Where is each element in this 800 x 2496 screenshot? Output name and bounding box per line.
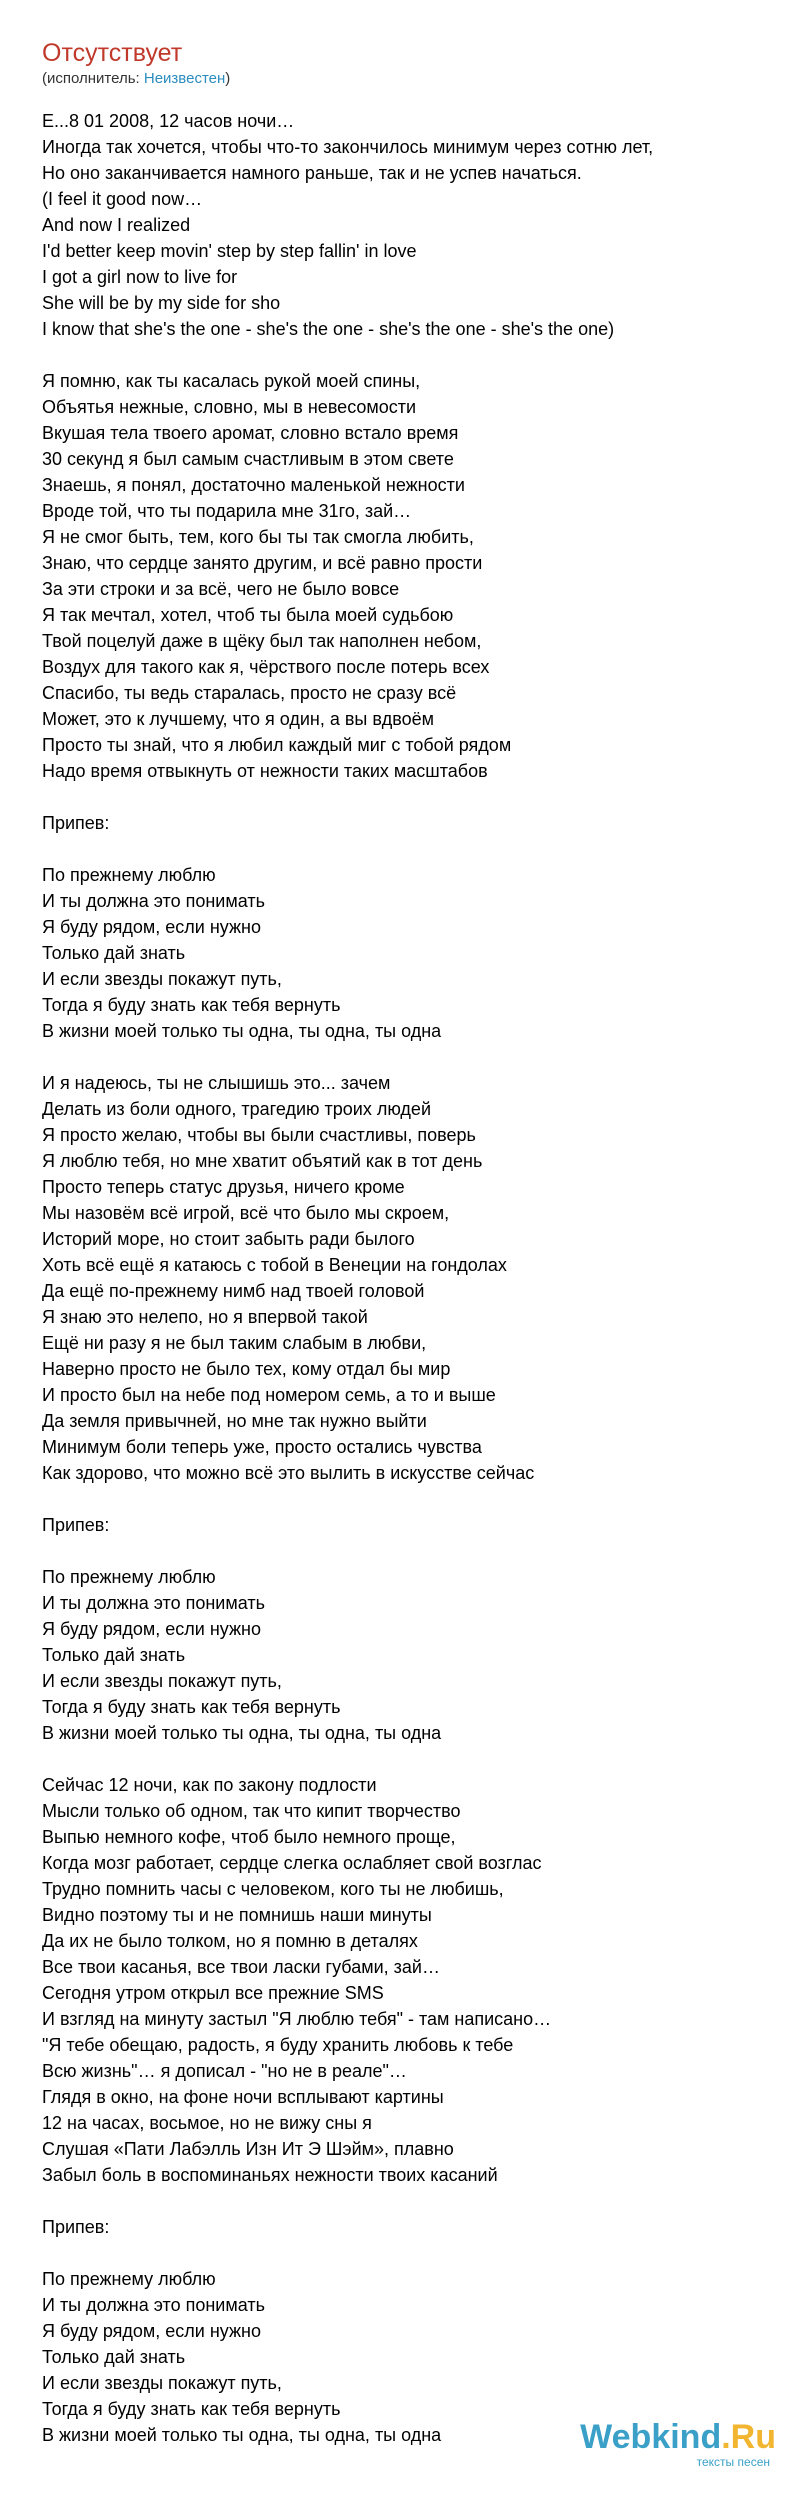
lyric-line: Сегодня утром открыл все прежние SMS <box>42 1983 384 2003</box>
webkind-logo[interactable] <box>580 2420 776 2468</box>
lyric-line: Иногда так хочется, чтобы что-то закончилось минимум через сотню лет, <box>42 137 654 157</box>
lyric-line: И если звезды покажут путь, <box>42 969 282 989</box>
lyric-line: Вкушая тела твоего аромат, словно встало время <box>42 423 459 443</box>
lyric-line: Припев: <box>42 1515 110 1535</box>
lyric-line: Я не смог быть, тем, кого бы ты так смогла любить, <box>42 527 474 547</box>
lyric-line: Да ещё по-прежнему нимб над твоей головой <box>42 1281 425 1301</box>
lyric-line: Просто теперь статус друзья, ничего кроме <box>42 1177 405 1197</box>
lyric-line: По прежнему люблю <box>42 865 216 885</box>
lyric-blank-line <box>42 784 782 810</box>
lyric-blank-line <box>42 2240 782 2266</box>
lyric-blank-line <box>42 342 782 368</box>
lyric-line: Все твои касанья, все твои ласки губами, зай… <box>42 1957 440 1977</box>
lyric-line: 30 секунд я был самым счастливым в этом свете <box>42 449 454 469</box>
lyric-line: I'd better keep movin' step by step fallin' in love <box>42 241 417 261</box>
lyric-line: Как здорово, что можно всё это вылить в искусстве сейчас <box>42 1463 535 1483</box>
artist-suffix: ) <box>225 70 231 87</box>
lyric-blank-line <box>42 1044 782 1070</box>
lyric-line: Выпью немного кофе, чтоб было немного проще, <box>42 1827 456 1847</box>
lyric-blank-line <box>42 1538 782 1564</box>
lyric-line: Я буду рядом, если нужно <box>42 1619 261 1639</box>
lyric-line: Спасибо, ты ведь старалась, просто не сразу всё <box>42 683 457 703</box>
lyric-line: Мы назовём всё игрой, всё что было мы скроем, <box>42 1203 450 1223</box>
lyric-line: I know that she's the one - she's the one - she's the one - she's the one) <box>42 319 615 339</box>
lyric-line: Забыл боль в воспоминаньях нежности твоих касаний <box>42 2165 498 2185</box>
lyric-line: (I feel it good now… <box>42 189 203 209</box>
lyric-line: Я знаю это нелепо, но я впервой такой <box>42 1307 368 1327</box>
lyric-line: Трудно помнить часы с человеком, кого ты не любишь, <box>42 1879 504 1899</box>
lyric-line: And now I realized <box>42 215 191 235</box>
lyric-line: "Я тебе обещаю, радость, я буду хранить любовь к тебе <box>42 2035 514 2055</box>
logo-tld: .Ru <box>721 2418 776 2456</box>
lyric-line: E...8 01 2008, 12 часов ночи… <box>42 111 295 131</box>
lyric-line: Припев: <box>42 813 110 833</box>
lyric-line: За эти строки и за всё, чего не было вовсе <box>42 579 400 599</box>
logo-subtitle: тексты песен <box>696 2455 770 2469</box>
lyric-line: По прежнему люблю <box>42 1567 216 1587</box>
logo-brand: Webkind <box>580 2418 722 2456</box>
lyric-line: Минимум боли теперь уже, просто остались чувства <box>42 1437 482 1457</box>
lyric-line: Объятья нежные, словно, мы в невесомости <box>42 397 417 417</box>
lyric-line: Тогда я буду знать как тебя вернуть <box>42 2399 341 2419</box>
lyric-line: Наверно просто не было тех, кому отдал бы мир <box>42 1359 451 1379</box>
lyric-line: Знаешь, я понял, достаточно маленькой нежности <box>42 475 465 495</box>
lyric-line: Я буду рядом, если нужно <box>42 2321 261 2341</box>
lyric-line: Я люблю тебя, но мне хватит объятий как в тот день <box>42 1151 483 1171</box>
artist-link[interactable]: Неизвестен <box>143 70 226 87</box>
lyric-blank-line <box>42 2188 782 2214</box>
lyric-blank-line <box>42 1746 782 1772</box>
lyric-line: По прежнему люблю <box>42 2269 216 2289</box>
lyric-line: Да их не было толком, но я помню в деталях <box>42 1931 418 1951</box>
lyric-line: Воздух для такого как я, чёрствого после потерь всех <box>42 657 490 677</box>
artist-line <box>42 70 230 88</box>
lyric-line: В жизни моей только ты одна, ты одна, ты одна <box>42 1723 442 1743</box>
lyric-line: Только дай знать <box>42 2347 186 2367</box>
lyric-line: Но оно заканчивается намного раньше, так и не успев начаться. <box>42 163 582 183</box>
lyric-line: И ты должна это понимать <box>42 2295 265 2315</box>
lyric-line: В жизни моей только ты одна, ты одна, ты одна <box>42 2425 442 2445</box>
lyric-line: Видно поэтому ты и не помнишь наши минуты <box>42 1905 432 1925</box>
lyric-line: She will be by my side for sho <box>42 293 281 313</box>
lyric-line: Тогда я буду знать как тебя вернуть <box>42 1697 341 1717</box>
lyric-line: Делать из боли одного, трагедию троих людей <box>42 1099 431 1119</box>
lyric-line: Я просто желаю, чтобы вы были счастливы, поверь <box>42 1125 476 1145</box>
lyric-line: И взгляд на минуту застыл "Я люблю тебя" - там написано… <box>42 2009 552 2029</box>
lyric-line: Сейчас 12 ночи, как по закону подлости <box>42 1775 377 1795</box>
lyric-line: Тогда я буду знать как тебя вернуть <box>42 995 341 1015</box>
lyric-line: И ты должна это понимать <box>42 1593 265 1613</box>
lyric-line: Вроде той, что ты подарила мне 31го, зай… <box>42 501 412 521</box>
lyric-line: Я буду рядом, если нужно <box>42 917 261 937</box>
lyric-line: Мысли только об одном, так что кипит творчество <box>42 1801 461 1821</box>
song-title: Отсутствует <box>42 39 183 67</box>
lyric-line: Может, это к лучшему, что я один, а вы вдвоём <box>42 709 434 729</box>
lyric-line: Глядя в окно, на фоне ночи всплывают картины <box>42 2087 444 2107</box>
lyric-line: И просто был на небе под номером семь, а то и выше <box>42 1385 496 1405</box>
lyric-line: Хоть всё ещё я катаюсь с тобой в Венеции на гондолах <box>42 1255 507 1275</box>
lyric-line: Слушая «Пати Лабэлль Изн Ит Э Шэйм», плавно <box>42 2139 454 2159</box>
artist-prefix: (исполнитель: <box>42 70 144 87</box>
lyric-line: Ещё ни разу я не был таким слабым в любви, <box>42 1333 427 1353</box>
lyric-line: Всю жизнь"… я дописал - "но не в реале"… <box>42 2061 407 2081</box>
lyric-line: Знаю, что сердце занято другим, и всё равно прости <box>42 553 483 573</box>
lyric-blank-line <box>42 836 782 862</box>
lyric-line: Я помню, как ты касалась рукой моей спины, <box>42 371 421 391</box>
lyric-line: Только дай знать <box>42 1645 186 1665</box>
lyric-line: Я так мечтал, хотел, чтоб ты была моей судьбою <box>42 605 454 625</box>
lyric-line: Да земля привычней, но мне так нужно выйти <box>42 1411 427 1431</box>
logo-text <box>580 2420 776 2454</box>
lyric-line: I got a girl now to live for <box>42 267 238 287</box>
lyric-line: Твой поцелуй даже в щёку был так наполнен небом, <box>42 631 482 651</box>
lyric-line: И если звезды покажут путь, <box>42 1671 282 1691</box>
lyric-line: Историй море, но стоит забыть ради былого <box>42 1229 415 1249</box>
lyric-line: В жизни моей только ты одна, ты одна, ты одна <box>42 1021 442 1041</box>
lyric-line: И ты должна это понимать <box>42 891 265 911</box>
lyric-line: Когда мозг работает, сердце слегка ослабляет свой возглас <box>42 1853 542 1873</box>
lyric-line: И я надеюсь, ты не слышишь это... зачем <box>42 1073 391 1093</box>
lyric-line: Припев: <box>42 2217 110 2237</box>
lyrics-block <box>42 108 782 2448</box>
lyric-line: И если звезды покажут путь, <box>42 2373 282 2393</box>
lyric-line: Только дай знать <box>42 943 186 963</box>
lyric-line: 12 на часах, восьмое, но не вижу сны я <box>42 2113 372 2133</box>
lyric-line: Надо время отвыкнуть от нежности таких масштабов <box>42 761 488 781</box>
lyric-blank-line <box>42 1486 782 1512</box>
lyric-line: Просто ты знай, что я любил каждый миг с тобой рядом <box>42 735 512 755</box>
